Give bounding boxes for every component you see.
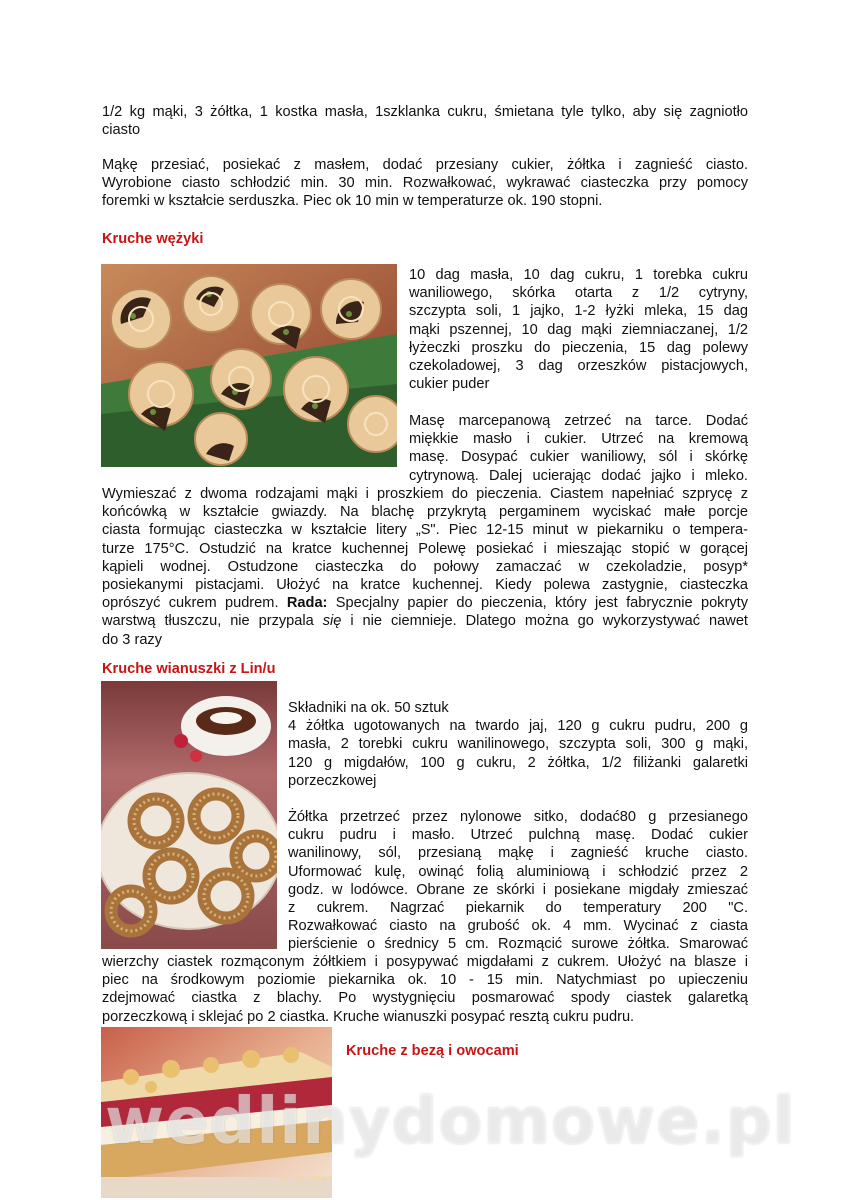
text-line: z cukrem. Nagrzać piekarnik do temperatury 200 "C. bbox=[288, 900, 748, 917]
text-line: końcówką w kształcie gwiazdy. Na blachę przykrytą pergaminem wyciskać małe porcje bbox=[102, 504, 748, 521]
text-line: ciasta formując ciasteczka w kształcie litery „S". Piec 12-15 minut w piekarniku o tempera- bbox=[102, 522, 748, 539]
text-line: waniliowego, skórka otarta z 1/2 cytryny, bbox=[409, 285, 748, 302]
recipe2-method-full bbox=[102, 485, 748, 649]
text-line: posiekanymi pistacjami. Ułożyć na kratce kuchennej. Kiedy polewa zastygnie, ciasteczka bbox=[102, 577, 748, 594]
text-line: 10 dag masła, 10 dag cukru, 1 torebka cukru bbox=[409, 267, 748, 283]
text-line: cukier puder bbox=[409, 376, 490, 393]
text-line: łyżeczki proszku do pieczenia, 15 dag polewy bbox=[409, 339, 748, 356]
text-line: Uformować kulę, owinąć folią aluminiową i schłodzić przez 2 bbox=[288, 863, 748, 880]
servings-line: Składniki na ok. 50 sztuk bbox=[288, 700, 449, 716]
recipe2-title: Kruche wężyki bbox=[102, 231, 204, 247]
text-line: Masę marcepanową zetrzeć na tarce. Dodać bbox=[409, 413, 748, 429]
text-line: Wyrobione ciasto schłodzić min. 30 min. Rozwałkować, wykrawać ciasteczka przy pomocy bbox=[102, 175, 748, 192]
wreath-cookies-photo bbox=[101, 681, 277, 949]
text-line: Żółtka przetrzeć przez nylonowe sitko, dodać80 g przesianego bbox=[288, 809, 748, 825]
recipe3-method-side bbox=[288, 808, 748, 954]
recipe4-title: Kruche z bezą i owocami bbox=[346, 1043, 519, 1059]
text-line: mąki pszennej, 10 dag mąki ziemniaczanej, 1/2 bbox=[409, 321, 748, 338]
text-line: masę. Dosypać cukier waniliowy, sól i skórkę bbox=[409, 449, 748, 466]
text-line: porzeczkowej bbox=[288, 772, 377, 789]
text-line: porzeczkową i sklejać po 2 ciastka. Kruche wianuszki posypać resztą cukru pudru. bbox=[102, 1008, 635, 1025]
text-line: do 3 razy bbox=[102, 631, 163, 648]
text-line: wierzchy ciastek rozmąconym żółtkiem i posypywać migdałami z cukrem. Ułożyć na blasze i bbox=[102, 954, 748, 970]
text-line: zdejmować ciastka z blachy. Po wystygnięciu posmarować spody ciastek galaretką bbox=[102, 990, 748, 1007]
text-line: piec na środkowym poziomie piekarnika ok. 10 - 15 min. Natychmiast po upieczeniu bbox=[102, 972, 748, 989]
text-line: wanilinowy, sól, przesianą mąkę i zagnieść kruche ciasto. bbox=[288, 845, 748, 862]
text-line: 120 g migdałów, 100 g cukru, 2 żółtka, 1/2 filiżanki galaretki bbox=[288, 754, 748, 771]
text-line: kąpieli wodnej. Ostudzone ciasteczka do połowy zamaczać w czekoladzie, posyp* bbox=[102, 558, 748, 575]
text-line: cukru pudru i masło. Utrzeć pulchną masę. Dodać cukier bbox=[288, 827, 748, 844]
tip-text: warstwą tłuszczu, nie przypala bbox=[102, 613, 323, 630]
tip-label: Rada: bbox=[286, 595, 328, 612]
text-line: ciasto bbox=[102, 122, 141, 139]
text-line: pierścienie o średnicy 5 cm. Rozmącić surowe żółtka. Smarować bbox=[288, 936, 748, 953]
cookie-swirls-image bbox=[101, 264, 397, 467]
tip-text: i nie ciemnieje. Dlatego można go wykorzystywać nawet bbox=[341, 613, 748, 630]
text-line: szczypta soli, 1 jajko, 1-2 łyżki mleka, 15 dag bbox=[409, 303, 748, 320]
tip-text: Specjalny papier do pieczenia, który jest fabrycznie pokryty bbox=[327, 595, 748, 612]
photo-date-stamp: 19.09.2007 bbox=[278, 1175, 333, 1185]
tip-text: oprószyć cukrem pudrem. bbox=[102, 595, 287, 612]
watermark: wedlinydomowe.pl bbox=[105, 1085, 796, 1159]
text-line: Mąkę przesiać, posiekać z masłem, dodać przesiany cukier, żółtka i zagnieść ciasto. bbox=[102, 157, 748, 173]
text-line: czekoladowej, 3 dag orzeszków pistacjowych, bbox=[409, 358, 748, 375]
cookies-photo bbox=[101, 264, 397, 467]
tip-line bbox=[102, 594, 748, 612]
recipe1-method bbox=[102, 156, 748, 211]
text-line: Wymieszać z dwoma rodzajami mąki i proszkiem do pieczenia. Ciastem napełniać szprycę z bbox=[102, 486, 748, 502]
recipe2-method-side bbox=[409, 412, 748, 485]
recipe2-ingredients bbox=[409, 266, 748, 393]
text-line: 4 żółtka ugotowanych na twardo jaj, 120 g cukru pudru, 200 g bbox=[288, 718, 748, 735]
recipe3-title: Kruche wianuszki z Lin/u bbox=[102, 661, 276, 677]
tip-line bbox=[102, 612, 748, 630]
recipe3-ingredients bbox=[288, 699, 748, 790]
text-line: Rozwałkować ciasto na grubość ok. 4 mm. Wycinać z ciasta bbox=[288, 918, 748, 935]
text-line: masła, 2 torebki cukru wanilinowego, szczypta soli, 300 g mąki, bbox=[288, 736, 748, 753]
text-line: turze 175°C. Ostudzić na kratce kuchennej Polewę posiekać i mieszając stopić w gorącej bbox=[102, 540, 748, 557]
text-line: foremki w kształcie serduszka. Piec ok 10 min w temperaturze ok. 190 stopni. bbox=[102, 193, 603, 210]
text-line: cytrynową. Dalej ucierając dodać jajko i mleko. bbox=[409, 467, 748, 484]
text-line: godz. w lodówce. Obrane ze skórki i posiekane migdały zmieszać bbox=[288, 881, 748, 898]
recipe3-method-full bbox=[102, 953, 748, 1026]
wreath-cookies-image bbox=[101, 681, 277, 949]
tip-italic: się bbox=[322, 613, 342, 630]
text-line: miękkie masło i cukier. Utrzeć na kremową bbox=[409, 431, 748, 448]
recipe1-ingredients bbox=[102, 103, 748, 139]
text-line: 1/2 kg mąki, 3 żółtka, 1 kostka masła, 1szklanka cukru, śmietana tyle tylko, aby się zagniotło bbox=[102, 104, 748, 120]
